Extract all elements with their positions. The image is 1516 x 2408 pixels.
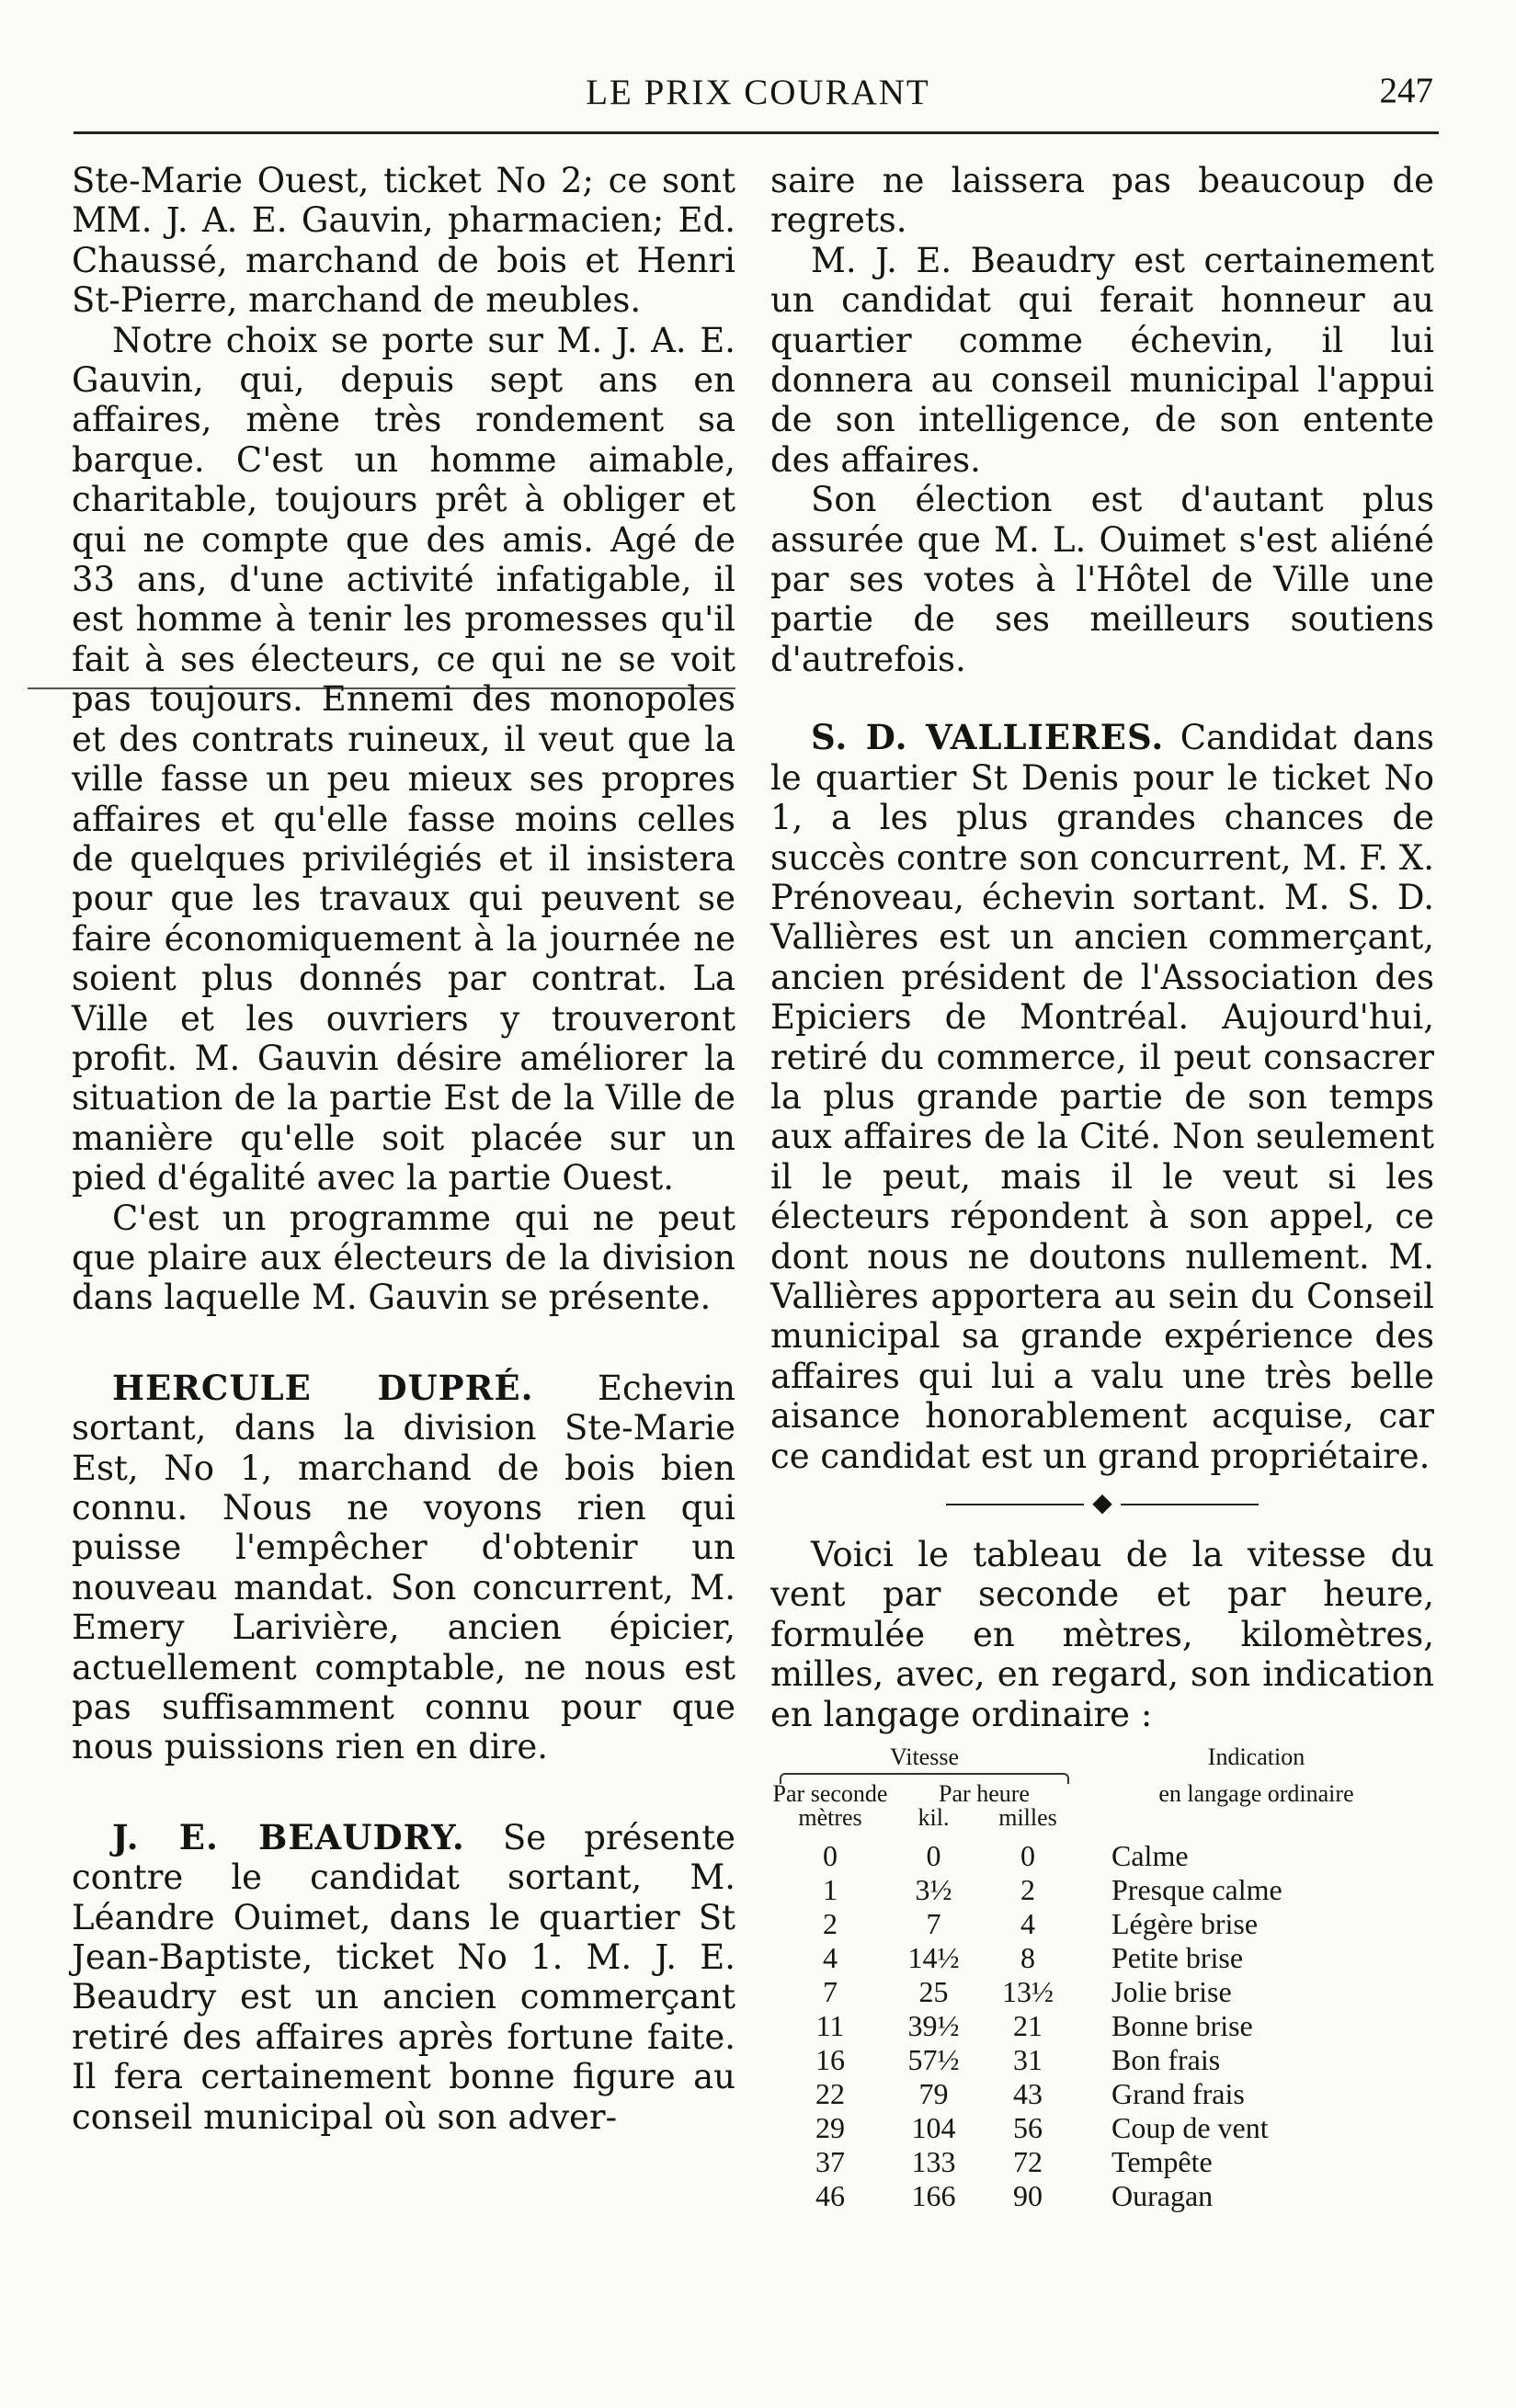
milles-cell: 4 <box>1020 1907 1035 1941</box>
table-row <box>770 1873 1434 1907</box>
table-intro: Voici le tableau de la vitesse du vent par seconde et par heure, formulée en mètres, kilomètres, milles, avec, en regard, son indication en langage ordinaire : <box>770 1535 1434 1734</box>
metres-cell: 7 <box>823 1975 838 2009</box>
wind-speed-table <box>770 1742 1434 2213</box>
indication-cell: Petite brise <box>1111 1941 1244 1975</box>
kil-cell: 133 <box>911 2145 956 2179</box>
kil-cell: 14½ <box>907 1941 960 1975</box>
kil-cell: 3½ <box>915 1873 952 1907</box>
left-column <box>72 161 735 2137</box>
vitesse-header: Vitesse <box>770 1742 1078 1773</box>
vallieres-name: S. D. VALLIERES. <box>811 717 1165 758</box>
col-kil: kil. <box>918 1804 950 1832</box>
col-par-heure: Par heure kil. milles <box>890 1782 1078 1830</box>
table-row <box>770 1907 1434 1941</box>
col-par-seconde: Par seconde mètres <box>772 1780 888 1832</box>
metres-cell: 46 <box>815 2179 845 2213</box>
table-body <box>770 1839 1434 2213</box>
vallieres-text: Candidat dans le quartier St Denis pour le ticket No 1, a les plus grandes chances de succès contre son concurrent, M. F. X. Prénoveau, échevin sortant. M. S. D. Vallières est un ancien commerçant, ancien président de l'Association des Epiciers de Montréal. Aujourd'hui, retiré du commerce, il peut consacrer la plus grande partie de son temps aux affaires de la Cité. Non seulement il le peut, mais il le veut si les électeurs répondent à son appel, ce dont nous ne doutons nullement. M. Vallières apportera au sein du Conseil municipal sa grande expérience des affaires qui lui a valu une très belle aisance honorablement acquise, car ce candidat est un grand propriétaire. <box>770 718 1434 1476</box>
beaudry-paragraph <box>72 1818 735 2137</box>
table-row <box>770 1839 1434 1873</box>
indication-cell: Bon frais <box>1111 2043 1221 2077</box>
indication-cell: Ouragan <box>1111 2179 1214 2213</box>
milles-cell: 2 <box>1020 1873 1035 1907</box>
metres-cell: 29 <box>815 2111 845 2145</box>
table-row <box>770 2077 1434 2111</box>
table-row <box>770 2145 1434 2179</box>
milles-cell: 31 <box>1013 2043 1043 2077</box>
kil-cell: 7 <box>926 1907 941 1941</box>
dupre-text: Echevin sortant, dans la division Ste-Marie Est, No 1, marchand de bois bien connu. Nous ne voyons rien qui puisse l'empêcher d'obtenir un nouveau mandat. Son concurrent, M. Emery Larivière, ancien épicier, actuellement comptable, ne nous est pas suffisamment connu pour que nous puissions rien en dire. <box>72 1368 735 1767</box>
beaudry-text: Se présente contre le candidat sortant, M. Léandre Ouimet, dans le quartier St Jean-Baptiste, ticket No 1. M. J. E. Beaudry est un ancien commerçant retiré des affaires après fortune faite. Il fera certainement bonne figure au conseil municipal où son adver- <box>72 1817 735 2137</box>
kil-cell: 79 <box>918 2077 949 2111</box>
table-row <box>770 1941 1434 1975</box>
indication-header: Indication <box>1207 1744 1305 1771</box>
kil-cell: 104 <box>911 2111 956 2145</box>
gauvin-conclusion-paragraph: C'est un programme qui ne peut que plaire aux électeurs de la division dans laquelle M. Gauvin se présente. <box>72 1198 735 1318</box>
table-row <box>770 2111 1434 2145</box>
running-header <box>0 0 1516 138</box>
indication-cell: Calme <box>1111 1839 1189 1873</box>
metres-cell: 11 <box>815 2009 845 2043</box>
section-ornament: ◆ <box>770 1480 1434 1526</box>
indication-cell: Grand frais <box>1111 2077 1245 2111</box>
metres-cell: 4 <box>823 1941 838 1975</box>
col-milles: milles <box>998 1804 1057 1832</box>
beaudry-election-paragraph: Son élection est d'autant plus assurée que M. L. Ouimet s'est aliéné par ses votes à l'Hôtel de Ville une partie de ses meilleurs soutiens d'autrefois. <box>770 480 1434 679</box>
indication-cell: Presque calme <box>1111 1873 1282 1907</box>
kil-cell: 57½ <box>907 2043 960 2077</box>
milles-cell: 90 <box>1013 2179 1043 2213</box>
milles-cell: 8 <box>1020 1941 1035 1975</box>
vallieres-paragraph <box>770 718 1434 1476</box>
metres-cell: 22 <box>815 2077 845 2111</box>
metres-cell: 1 <box>823 1873 838 1907</box>
metres-cell: 37 <box>815 2145 845 2179</box>
milles-cell: 13½ <box>1002 1975 1054 2009</box>
beaudry-assessment: M. J. E. Beaudry est certainement un candidat qui ferait honneur au quartier comme échevin, il lui donnera au conseil municipal l'appui de son intelligence, de son entente des affaires. <box>770 240 1434 480</box>
milles-cell: 72 <box>1013 2145 1043 2179</box>
beaudry-name: J. E. BEAUDRY. <box>112 1816 465 1857</box>
dupre-paragraph <box>72 1369 735 1767</box>
indication-cell: Bonne brise <box>1111 2009 1253 2043</box>
right-column <box>770 161 1434 2213</box>
table-row <box>770 1975 1434 2009</box>
milles-cell: 21 <box>1013 2009 1043 2043</box>
table-row <box>770 2179 1434 2213</box>
dupre-name: HERCULE DUPRÉ. <box>112 1367 534 1408</box>
gauvin-paragraph: Notre choix se porte sur M. J. A. E. Gauvin, qui, depuis sept ans en affaires, mène très rondement sa barque. C'est un homme aimable, charitable, toujours prêt à obliger et qui ne compte que des amis. Agé de 33 ans, d'une activité infatigable, il est homme à tenir les promesses qu'il fait à ses électeurs, ce qui ne se voit pas toujours. Ennemi des monopoles et des contrats ruineux, il veut que la ville fasse un peu mieux ses propres affaires et qu'elle fasse moins celles de quelques privilégiés et il insistera pour que les travaux qui peuvent se faire économiquement à la journée ne soient plus donnés par contrat. La Ville et les ouvriers y trouveront profit. M. Gauvin désire améliorer la situation de la partie Est de la Ville de manière qu'elle soit placée sur un pied d'égalité avec la partie Ouest. <box>72 320 735 1198</box>
table-row <box>770 2043 1434 2077</box>
beaudry-continuation: saire ne laissera pas beaucoup de regrets. <box>770 161 1434 241</box>
indication-cell: Tempête <box>1111 2145 1213 2179</box>
indication-cell: Légère brise <box>1111 1907 1259 1941</box>
kil-cell: 25 <box>918 1975 949 2009</box>
gauvin-intro-paragraph: Ste-Marie Ouest, ticket No 2; ce sont MM. J. A. E. Gauvin, pharmacien; Ed. Chaussé, marchand de bois et Henri St-Pierre, marchand de meubles. <box>72 161 735 321</box>
metres-cell: 16 <box>815 2043 845 2077</box>
kil-cell: 166 <box>911 2179 956 2213</box>
kil-cell: 0 <box>926 1839 941 1873</box>
indication-cell: Jolie brise <box>1111 1975 1232 2009</box>
milles-cell: 43 <box>1013 2077 1043 2111</box>
milles-cell: 0 <box>1020 1839 1035 1873</box>
header-rule <box>74 131 1439 134</box>
kil-cell: 39½ <box>907 2009 960 2043</box>
metres-cell: 2 <box>823 1907 838 1941</box>
journal-title: LE PRIX COURANT <box>586 73 930 112</box>
table-row <box>770 2009 1434 2043</box>
page-number: 247 <box>1379 71 1433 110</box>
indication-cell: Coup de vent <box>1111 2111 1269 2145</box>
table-column-headers <box>770 1782 1434 1830</box>
milles-cell: 56 <box>1013 2111 1043 2145</box>
table-group-header <box>770 1742 1434 1773</box>
col-langage: en langage ordinaire <box>1158 1780 1354 1808</box>
metres-cell: 0 <box>823 1839 838 1873</box>
